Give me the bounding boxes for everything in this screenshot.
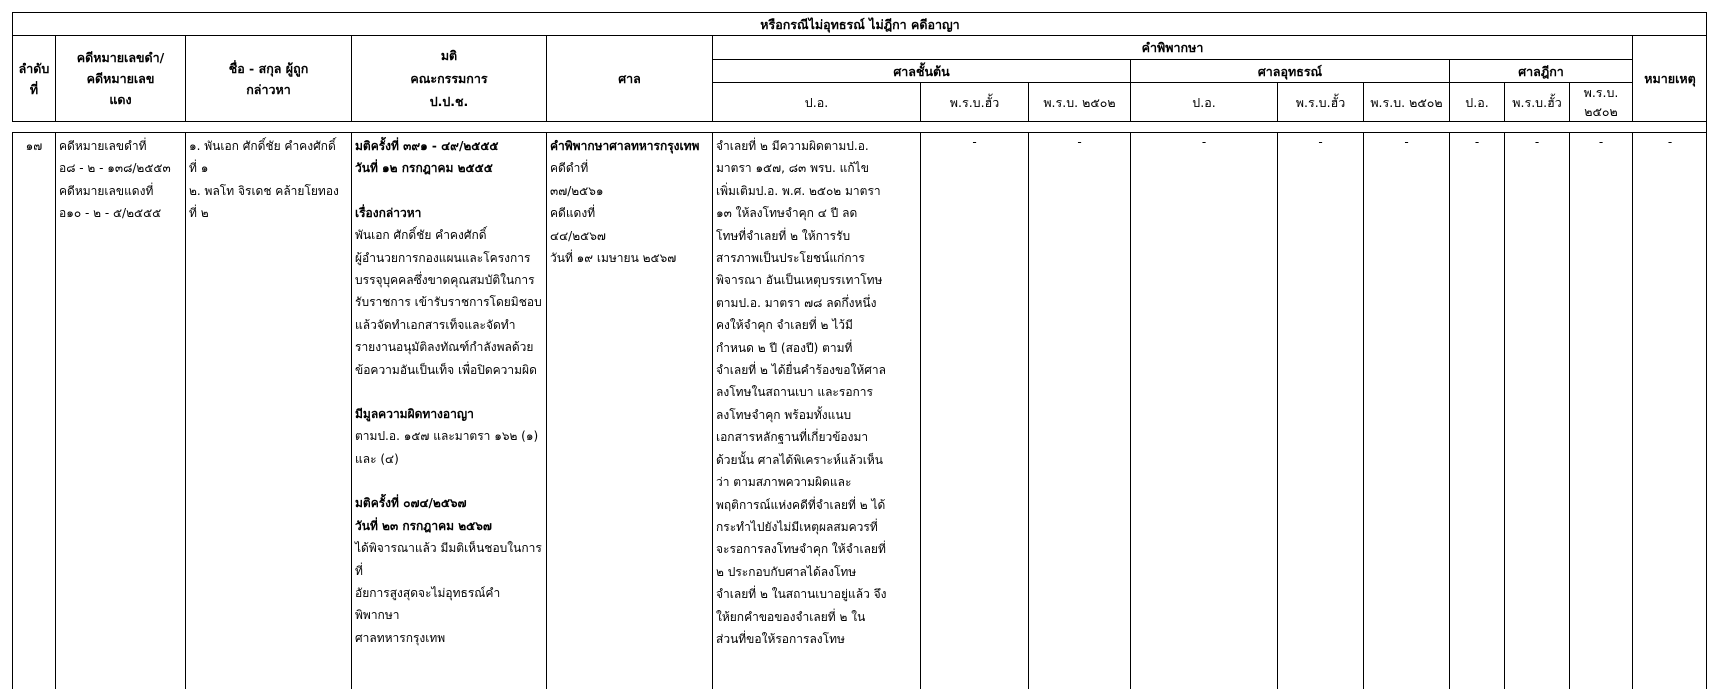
subheader-appeal-prb-old: พ.ร.บ.ฮั้ว	[1277, 82, 1363, 121]
header-body-divider	[12, 121, 1707, 132]
resolution-second-title: มติครั้งที่ ๐๗๔/๒๕๖๗	[355, 496, 467, 511]
row-supreme-prb-2502: -	[1569, 132, 1632, 689]
offense-title: มีมูลความผิดทางอาญา	[355, 407, 474, 422]
subheader-first-pa: ป.อ.	[712, 82, 920, 121]
row-appeal-prb-2502: -	[1363, 132, 1449, 689]
subheader-first-prb-2502: พ.ร.บ. ๒๕๐๒	[1028, 82, 1130, 121]
header-remarks: หมายเหตุ	[1632, 35, 1707, 121]
row-seq: ๑๗	[12, 132, 55, 689]
row-accused-names: ๑. พันเอก ศักดิ์ชัย คำคงศักดิ์ ที่ ๑ ๒. พลโท จิรเดช คล้ายโยทอง ที่ ๒	[185, 132, 351, 689]
table-title: หรือกรณีไม่อุทธรณ์ ไม่ฎีกา คดีอาญา	[12, 12, 1707, 35]
row-first-court-prb-old: -	[920, 132, 1028, 689]
subheader-supreme-prb-old: พ.ร.บ.ฮั้ว	[1504, 82, 1569, 121]
subheader-first-prb-old: พ.ร.บ.ฮั้ว	[920, 82, 1028, 121]
subheader-appeal-pa: ป.อ.	[1130, 82, 1277, 121]
header-seq: ลำดับที่	[12, 35, 55, 121]
row-resolution: มติครั้งที่ ๓๙๑ - ๔๙/๒๕๕๕ วันที่ ๑๒ กรกฎาคม ๒๕๕๕ เรื่องกล่าวหา พันเอก ศักดิ์ชัย คำคงศักดิ์ ผู้อำนวยการกองแผนและโครงการ บรรจุบุคคลซึ่งขาดคุณสมบัติในการ รับราชการ เข้ารับราชการโดยมิชอบ แล้วจัดทำเอกสารเท็จและจัดทำ รายงานอนุมัติลงทัณฑ์กำลังพลด้วย ข้อความอันเป็นเท็จ เพื่อปิดความผิด มีมูลความผิดทางอาญา ตามป.อ. ๑๕๗ และมาตรา ๑๖๒ (๑) และ (๔) มติครั้งที่ ๐๗๔/๒๕๖๗ วันที่ ๒๓ กรกฎาคม ๒๕๖๗ ได้พิจารณาแล้ว มีมติเห็นชอบในการที่ อัยการสูงสุดจะไม่อุทธรณ์คำพิพากษา ศาลทหารกรุงเทพ	[351, 132, 546, 689]
row-court: คำพิพากษาศาลทหารกรุงเทพ คดีดำที่ ๓๗/๒๕๖๑ คดีแดงที่ ๔๔/๒๕๖๗ วันที่ ๑๙ เมษายน ๒๕๖๗	[546, 132, 712, 689]
row-appeal-prb-old: -	[1277, 132, 1363, 689]
header-court-appeal: ศาลอุทธรณ์	[1130, 59, 1449, 82]
header-case-number: คดีหมายเลขดำ/ คดีหมายเลขแดง	[55, 35, 185, 121]
court-judgment-title: คำพิพากษาศาลทหารกรุงเทพ	[550, 139, 700, 153]
resolution-first-title: มติครั้งที่ ๓๙๑ - ๔๙/๒๕๕๕	[355, 139, 499, 153]
row-first-court-pa: จำเลยที่ ๒ มีความผิดตามป.อ. มาตรา ๑๕๗, ๘๓ พรบ. แก้ไข เพิ่มเติมป.อ. พ.ศ. ๒๕๐๒ มาตรา ๑๓ ให้ลงโทษจำคุก ๔ ปี ลด โทษที่จำเลยที่ ๒ ให้การรับ สารภาพเป็นประโยชน์แก่การ พิจารณา อันเป็นเหตุบรรเทาโทษ ตามป.อ. มาตรา ๗๘ ลดกึ่งหนึ่ง คงให้จำคุก จำเลยที่ ๒ ไว้มี กำหนด ๒ ปี (สองปี) ตามที่ จำเลยที่ ๒ ได้ยื่นคำร้องขอให้ศาล ลงโทษในสถานเบา และรอการ ลงโทษจำคุก พร้อมทั้งแนบ เอกสารหลักฐานที่เกี่ยวข้องมา ด้วยนั้น ศาลได้พิเคราะห์แล้วเห็น ว่า ตามสภาพความผิดและ พฤติการณ์แห่งคดีที่จำเลยที่ ๒ ได้ กระทำไปยังไม่มีเหตุผลสมควรที่ จะรอการลงโทษจำคุก ให้จำเลยที่ ๒ ประกอบกับศาลได้ลงโทษ จำเลยที่ ๒ ในสถานเบาอยู่แล้ว จึง ให้ยกคำขอของจำเลยที่ ๒ ใน ส่วนที่ขอให้รอการลงโทษ	[712, 132, 920, 689]
row-supreme-prb-old: -	[1504, 132, 1569, 689]
resolution-second-date: วันที่ ๒๓ กรกฎาคม ๒๕๖๗	[355, 518, 492, 533]
row-appeal-pa: -	[1130, 132, 1277, 689]
header-court-supreme: ศาลฎีกา	[1449, 59, 1632, 82]
header-court-first: ศาลชั้นต้น	[712, 59, 1130, 82]
subheader-supreme-pa: ป.อ.	[1449, 82, 1504, 121]
header-name: ชื่อ - สกุล ผู้ถูกกล่าวหา	[185, 35, 351, 121]
charge-title: เรื่องกล่าวหา	[355, 205, 422, 220]
header-resolution: มติ คณะกรรมการ ป.ป.ช.	[351, 35, 546, 121]
subheader-appeal-prb-2502: พ.ร.บ. ๒๕๐๒	[1363, 82, 1449, 121]
resolution-first-date: วันที่ ๑๒ กรกฎาคม ๒๕๕๕	[355, 161, 493, 176]
row-first-court-prb-2502: -	[1028, 132, 1130, 689]
header-judgment: คำพิพากษา	[712, 35, 1632, 59]
header-court: ศาล	[546, 35, 712, 121]
row-case-number: คดีหมายเลขดำที่ อ๘ - ๒ - ๑๓๘/๒๕๕๓ คดีหมายเลขแดงที่ อ๑๐ - ๒ - ๕/๒๕๕๕	[55, 132, 185, 689]
row-supreme-pa: -	[1449, 132, 1504, 689]
subheader-supreme-prb-2502: พ.ร.บ. ๒๕๐๒	[1569, 82, 1632, 121]
row-remarks: -	[1632, 132, 1707, 689]
